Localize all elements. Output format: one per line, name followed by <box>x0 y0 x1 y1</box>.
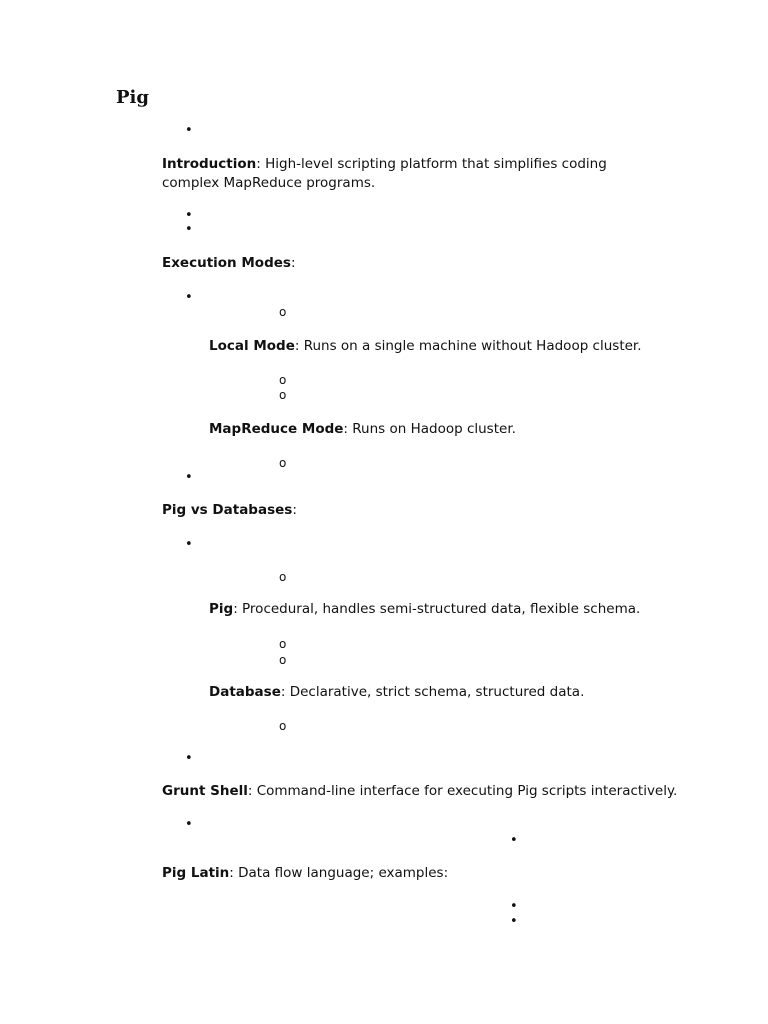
circle-marker: o <box>279 570 287 584</box>
execution-modes-label: Execution Modes <box>162 255 291 271</box>
circle-marker: o <box>279 456 287 470</box>
introduction-paragraph <box>162 155 642 193</box>
bullet-marker: • <box>185 290 193 305</box>
local-mode-text: : Runs on a single machine without Hadoop cluster. <box>294 338 642 354</box>
mapreduce-mode-label: MapReduce Mode <box>209 421 344 437</box>
pig-label: Pig <box>209 601 234 617</box>
local-mode-paragraph <box>209 337 642 356</box>
bullet-marker: • <box>185 123 193 138</box>
pig-vs-databases-label: Pig vs Databases <box>162 502 293 518</box>
bullet-marker: • <box>185 817 193 832</box>
grunt-shell-paragraph <box>162 782 677 801</box>
pig-latin-text: : Data flow language; examples: <box>229 865 449 881</box>
grunt-shell-text: : Command-line interface for executing Pig scripts interactively. <box>247 783 678 799</box>
local-mode-label: Local Mode <box>209 338 295 354</box>
bullet-marker: • <box>510 914 518 929</box>
pig-latin-label: Pig Latin <box>162 865 230 881</box>
bullet-marker: • <box>185 537 193 552</box>
pig-paragraph <box>209 600 640 619</box>
circle-marker: o <box>279 637 287 651</box>
pig-vs-databases-paragraph <box>162 501 297 520</box>
circle-marker: o <box>279 373 287 387</box>
circle-marker: o <box>279 653 287 667</box>
bullet-marker: • <box>510 899 518 914</box>
introduction-text: : High-level scripting platform that simplifies coding complex MapReduce programs. <box>162 156 607 191</box>
circle-marker: o <box>279 305 287 319</box>
circle-marker: o <box>279 719 287 733</box>
page-title: Pig <box>116 87 149 108</box>
mapreduce-mode-paragraph <box>209 420 516 439</box>
bullet-marker: • <box>185 208 193 223</box>
circle-marker: o <box>279 388 287 402</box>
pig-vs-databases-text: : <box>292 502 297 518</box>
bullet-marker: • <box>510 833 518 848</box>
pig-latin-paragraph <box>162 864 448 883</box>
execution-modes-text: : <box>290 255 296 271</box>
pig-text: : Procedural, handles semi-structured data, flexible schema. <box>233 601 641 617</box>
database-paragraph <box>209 683 584 702</box>
bullet-marker: • <box>185 222 193 237</box>
execution-modes-paragraph <box>162 254 296 273</box>
grunt-shell-label: Grunt Shell <box>162 783 248 799</box>
mapreduce-mode-text: : Runs on Hadoop cluster. <box>343 421 516 437</box>
bullet-marker: • <box>185 470 193 485</box>
database-label: Database <box>209 684 281 700</box>
bullet-marker: • <box>185 751 193 766</box>
database-text: : Declarative, strict schema, structured data. <box>280 684 585 700</box>
introduction-label: Introduction <box>162 156 257 172</box>
